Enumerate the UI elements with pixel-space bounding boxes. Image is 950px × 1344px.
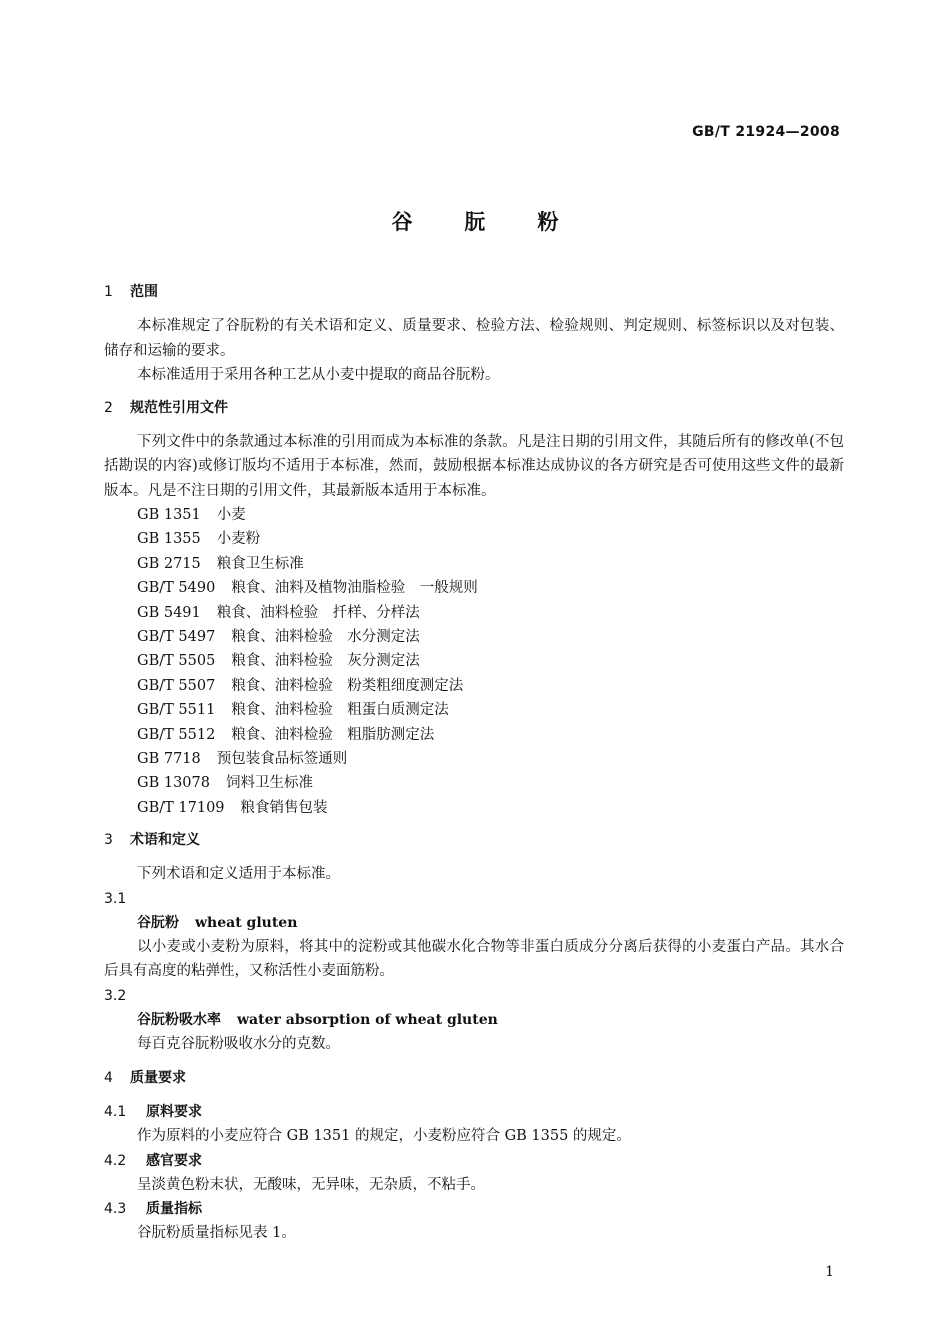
- reference-title: 粮食、油料检验 水分测定法: [231, 629, 420, 646]
- subsection-heading: [104, 1100, 844, 1124]
- section-number: 4: [104, 1070, 113, 1087]
- reference-title: 小麦: [216, 507, 246, 523]
- term-definition: 以小麦或小麦粉为原料，将其中的淀粉或其他碳水化合物等非蛋白质成分分离后获得的小麦蛋白产品。其水合后具有高度的粘弹性，又称活性小麦面筋粉。: [104, 938, 844, 980]
- reference-code: GB/T 5497: [137, 629, 216, 646]
- reference-title: 预包装食品标签通则: [216, 751, 348, 768]
- reference-title: 粮食、油料检验 粗蛋白质测定法: [231, 702, 449, 719]
- reference-code: GB/T 5511: [137, 702, 216, 719]
- reference-title: 小麦粉: [216, 531, 261, 548]
- subsection-number: 4.3: [104, 1201, 127, 1218]
- section-number: 2: [104, 399, 113, 416]
- term-en: wheat gluten: [195, 914, 298, 931]
- paragraph: 谷朊粉质量指标见表 1。: [137, 1225, 296, 1242]
- reference-item: [104, 552, 844, 576]
- reference-list: [104, 503, 844, 820]
- reference-item: [104, 576, 844, 600]
- section-heading-4: [104, 1066, 844, 1090]
- reference-item: [104, 601, 844, 625]
- reference-code: GB 5491: [137, 604, 201, 621]
- section-heading-2: [104, 396, 844, 420]
- section-title: 术语和定义: [130, 832, 200, 849]
- subsection-heading: [104, 1197, 844, 1221]
- term-en: water absorption of wheat gluten: [237, 1011, 498, 1028]
- reference-code: GB/T 5512: [137, 726, 216, 743]
- clause-number: 3.2: [104, 987, 127, 1004]
- standard-number: GB/T 21924—2008: [692, 124, 840, 140]
- paragraph: 呈淡黄色粉末状，无酸味，无异味，无杂质，不粘手。: [137, 1176, 485, 1193]
- reference-code: GB 1351: [137, 507, 201, 523]
- reference-title: 粮食、油料检验 灰分测定法: [231, 653, 420, 670]
- subsection-title: 原料要求: [146, 1104, 202, 1121]
- reference-item: [104, 747, 844, 771]
- reference-code: GB 7718: [137, 751, 201, 768]
- subsection-title: 质量指标: [146, 1201, 202, 1218]
- reference-title: 粮食销售包装: [240, 799, 328, 816]
- reference-code: GB/T 5507: [137, 677, 216, 694]
- document-body: [104, 280, 844, 1246]
- reference-code: GB/T 5505: [137, 653, 216, 670]
- reference-title: 粮食、油料检验 粗脂肪测定法: [231, 726, 435, 743]
- paragraph: 作为原料的小麦应符合 GB 1351 的规定，小麦粉应符合 GB 1355 的规定。: [137, 1128, 631, 1145]
- subsection-number: 4.2: [104, 1152, 127, 1169]
- term-heading: [104, 911, 844, 935]
- document-title: 谷朊粉: [391, 210, 611, 234]
- section-heading-1: [104, 280, 844, 304]
- term-cn: 谷朊粉吸水率: [137, 1011, 221, 1028]
- reference-title: 粮食、油料及植物油脂检验 一般规则: [231, 580, 478, 597]
- reference-code: GB 1355: [137, 531, 201, 548]
- reference-title: 粮食卫生标准: [216, 555, 304, 572]
- reference-item: [104, 503, 844, 527]
- reference-item: [104, 771, 844, 795]
- subsection-heading: [104, 1149, 844, 1173]
- paragraph: 本标准适用于采用各种工艺从小麦中提取的商品谷朊粉。: [137, 367, 500, 383]
- reference-title: 饲料卫生标准: [225, 775, 313, 792]
- reference-item: [104, 674, 844, 698]
- reference-code: GB 13078: [137, 775, 210, 792]
- paragraph: 下列文件中的条款通过本标准的引用而成为本标准的条款。凡是注日期的引用文件，其随后所有的修改单(不包括勘误的内容)或修订版均不适用于本标准，然而，鼓励根据本标准达成协议的各方研究是否可使用这些文件的最新版本。凡是不注日期的引用文件，其最新版本适用于本标准。: [104, 433, 844, 499]
- reference-item: [104, 796, 844, 820]
- clause-number: 3.1: [104, 890, 127, 907]
- section-title: 质量要求: [130, 1070, 186, 1087]
- reference-title: 粮食、油料检验 扦样、分样法: [216, 604, 420, 621]
- term-cn: 谷朊粉: [137, 914, 179, 931]
- page-number: 1: [825, 1264, 834, 1280]
- reference-title: 粮食、油料检验 粉类粗细度测定法: [231, 677, 464, 694]
- reference-item: [104, 527, 844, 551]
- paragraph: 下列术语和定义适用于本标准。: [137, 866, 340, 883]
- section-title: 规范性引用文件: [130, 399, 228, 416]
- paragraph: 本标准规定了谷朊粉的有关术语和定义、质量要求、检验方法、检验规则、判定规则、标签标识以及对包装、储存和运输的要求。: [104, 318, 844, 359]
- section-number: 1: [104, 284, 113, 300]
- reference-item: [104, 723, 844, 747]
- reference-code: GB/T 17109: [137, 799, 225, 816]
- reference-item: [104, 698, 844, 722]
- reference-code: GB/T 5490: [137, 580, 216, 597]
- section-title: 范围: [130, 284, 158, 300]
- section-heading-3: [104, 828, 844, 852]
- reference-code: GB 2715: [137, 555, 201, 572]
- section-number: 3: [104, 832, 113, 849]
- term-definition: 每百克谷朊粉吸收水分的克数。: [137, 1035, 340, 1052]
- subsection-title: 感官要求: [146, 1152, 202, 1169]
- subsection-number: 4.1: [104, 1104, 127, 1121]
- reference-item: [104, 625, 844, 649]
- reference-item: [104, 649, 844, 673]
- term-heading: [104, 1008, 844, 1032]
